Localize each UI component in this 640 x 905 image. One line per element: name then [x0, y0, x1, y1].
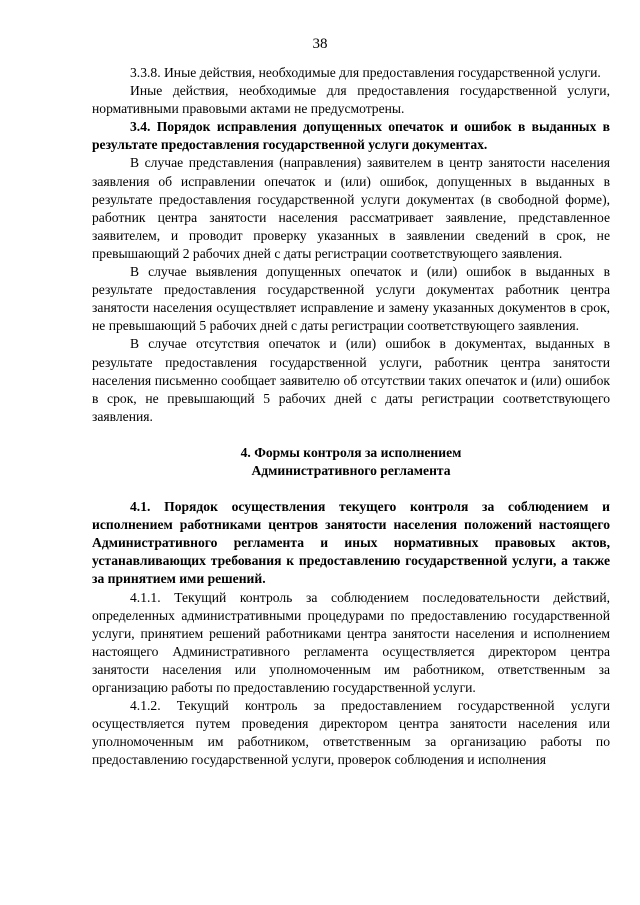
section-heading [92, 444, 610, 480]
subsection-heading: 4.1. Порядок осуществления текущего контроля за соблюдением и исполнением работниками центров занятости населения положений настоящего Административного регламента и иных нормативных правовых актов, устанавливающих требования к предоставлению государственной услуги, а также за принятием ими решений. [92, 499, 610, 587]
spacer [92, 480, 610, 498]
section-heading-line: Административного регламента [251, 462, 451, 478]
subsection-heading: 3.4. Порядок исправления допущенных опечаток и ошибок в выданных в результате предоставления государственной услуги документах. [92, 119, 610, 153]
paragraph-group-top [92, 64, 610, 426]
paragraph: В случае представления (направления) заявителем в центр занятости населения заявления об исправлении опечаток и (или) ошибок, допущенных в выданных в результате предоставления государственной услуги документах (в свободной форме), работник центра занятости населения рассматривает заявление, представленное заявителем, и проводит проверку указанных в заявлении сведений в срок, не превышающий 2 рабочих дней с даты регистрации соответствующего заявления. [92, 155, 610, 261]
page-number: 38 [312, 36, 328, 52]
section-heading-line: 4. Формы контроля за исполнением [240, 444, 462, 460]
paragraph-group-bottom [92, 498, 610, 769]
paragraph: В случае выявления допущенных опечаток и (или) ошибок в выданных в результате предоставления государственной услуги документах работник центра занятости населения осуществляет исправление и замену указанных документов в срок, не превышающий 5 рабочих дней с даты регистрации соответствующего заявления. [92, 264, 610, 334]
paragraph: 4.1.2. Текущий контроль за предоставлением государственной услуги осуществляется путем проведения директором центра занятости населения или уполномоченным им работником, ответственным за организацию работы по предоставлению государственной услуги, проверок соблюдения и исполнения [92, 698, 610, 768]
document-body [92, 64, 610, 769]
paragraph: В случае отсутствия опечаток и (или) ошибок в документах, выданных в результате предоставления государственной услуги, работник центра занятости населения письменно сообщает заявителю об отсутствии таких опечаток и (или) ошибок в срок, не превышающий 5 рабочих дней с даты регистрации соответствующего заявления. [92, 336, 610, 424]
paragraph: 3.3.8. Иные действия, необходимые для предоставления государственной услуги. [130, 65, 601, 80]
paragraph: 4.1.1. Текущий контроль за соблюдением последовательности действий, определенных административными процедурами по предоставлению государственной услуги, принятием решений работниками центра занятости населения и исполнением настоящего Административного регламента осуществляется директором центра занятости населения или уполномоченным им работником, ответственным за организацию работы по предоставлению государственной услуги. [92, 589, 610, 695]
paragraph: Иные действия, необходимые для предоставления государственной услуги, нормативными правовыми актами не предусмотрены. [92, 83, 610, 117]
